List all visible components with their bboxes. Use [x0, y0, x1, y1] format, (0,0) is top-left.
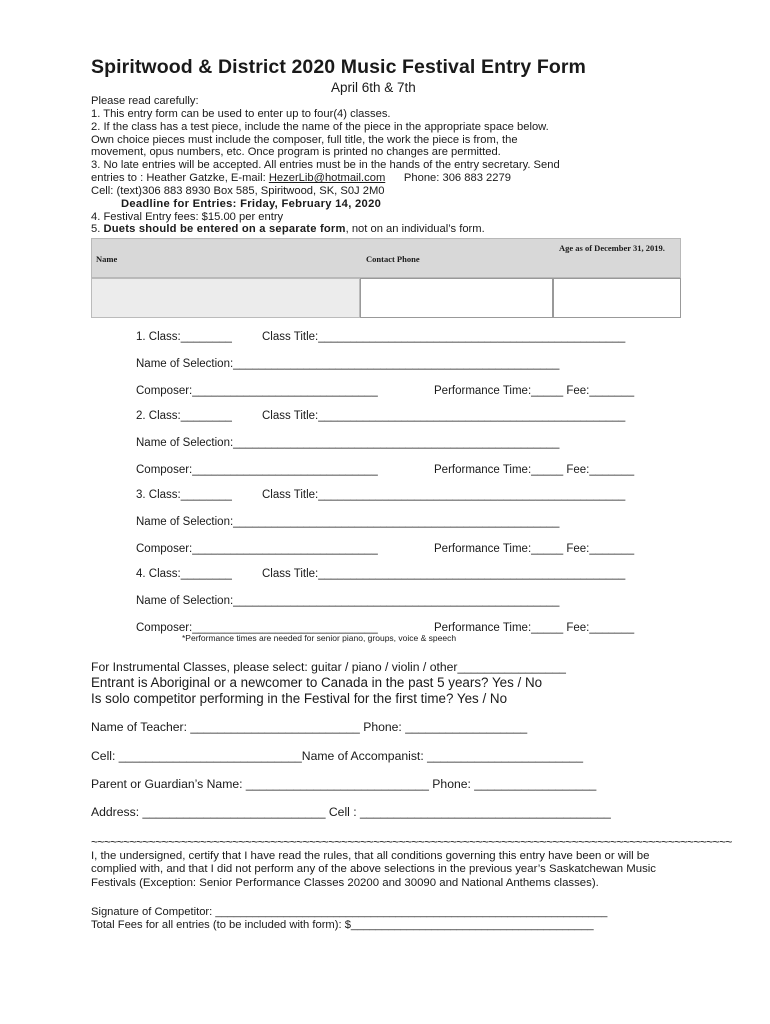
selection-field[interactable]: Name of Selection:___________________________________________________ [136, 595, 560, 607]
composer-field[interactable]: Composer:_____________________________ [136, 464, 378, 476]
entries-to-text: entries to : Heather Gatzke, E-mail: [91, 172, 269, 185]
col-age-header: Age as of December 31, 2019. [559, 243, 665, 253]
performance-fee-field[interactable]: Performance Time:_____ Fee:_______ [434, 464, 635, 476]
class-row-4 [136, 568, 626, 580]
class-row-1 [136, 331, 626, 343]
class-field[interactable]: 3. Class:________ [136, 489, 232, 501]
age-field[interactable] [553, 278, 681, 318]
composer-field[interactable]: Composer:_____________________________ [136, 622, 378, 634]
class-title-field[interactable]: Class Title:________________________________________________ [262, 410, 626, 422]
performance-fee-field[interactable]: Performance Time:_____ Fee:_______ [434, 543, 635, 555]
contact-phone-field[interactable] [360, 278, 553, 318]
first-time-question[interactable]: Is solo competitor performing in the Festival for the first time? Yes / No [91, 691, 508, 706]
instructions-block [91, 95, 691, 236]
email-link[interactable]: HezerLib@hotmail.com [268, 172, 386, 185]
name-field[interactable] [91, 278, 360, 318]
class-title-field[interactable]: Class Title:________________________________________________ [262, 489, 626, 501]
instructions-intro: Please read carefully: [91, 95, 199, 107]
cell-accompanist-field[interactable]: Cell: ___________________________Name of Accompanist: _______________________ [91, 749, 583, 763]
item5-prefix: 5. [91, 223, 104, 236]
instruction-item-2-line2: Own choice pieces must include the composer, full title, the work the piece is from, the [91, 133, 518, 146]
item5-suffix: , not on an individual’s form. [345, 223, 485, 236]
composer-field[interactable]: Composer:_____________________________ [136, 543, 378, 555]
selection-field[interactable]: Name of Selection:___________________________________________________ [136, 358, 560, 370]
class-row-3 [136, 489, 626, 501]
entrant-table-header [91, 238, 681, 278]
total-fees-field[interactable]: Total Fees for all entries (to be included with form): $_______________________________________ [91, 919, 594, 931]
instruction-item-5 [91, 223, 691, 236]
deadline-text: Deadline for Entries: Friday, February 14, 2020 [121, 197, 382, 210]
class-title-field[interactable]: Class Title:________________________________________________ [262, 331, 626, 343]
separator: ~~~~~~~~~~~~~~~~~~~~~~~~~~~~~~~~~~~~~~~~~~~~~~~~~~~~~~~~~~~~~~~~~~~~~~~~~~~~~~~~~~~~~~~~~~~~~~~~~~~~ [91, 835, 732, 849]
col-phone-header: Contact Phone [366, 254, 420, 264]
class-field[interactable]: 1. Class:________ [136, 331, 232, 343]
performance-fee-field[interactable]: Performance Time:_____ Fee:_______ [434, 385, 635, 397]
col-name-header: Name [96, 254, 118, 264]
aboriginal-question[interactable]: Entrant is Aboriginal or a newcomer to Canada in the past 5 years? Yes / No [91, 675, 543, 690]
entrant-table [91, 238, 681, 318]
selection-field[interactable]: Name of Selection:___________________________________________________ [136, 437, 560, 449]
instruction-item-3-line3: Cell: (text)306 883 8930 Box 585, Spiritwood, SK, S0J 2M0 [91, 184, 385, 197]
duets-notice: Duets should be entered on a separate form [103, 223, 346, 236]
signature-field[interactable]: Signature of Competitor: _______________________________________________________________ [91, 906, 608, 918]
festival-dates: April 6th & 7th [331, 80, 416, 95]
selection-field[interactable]: Name of Selection:___________________________________________________ [136, 516, 560, 528]
instruction-item-2-line1: 2. If the class has a test piece, include the name of the piece in the appropriate space below. [91, 120, 549, 133]
teacher-phone-field[interactable]: Name of Teacher: _________________________ Phone: __________________ [91, 720, 528, 734]
composer-row-3 [136, 543, 635, 555]
instrument-select[interactable]: For Instrumental Classes, please select: guitar / piano / violin / other________________ [91, 660, 566, 674]
composer-field[interactable]: Composer:_____________________________ [136, 385, 378, 397]
composer-row-1 [136, 385, 635, 397]
instruction-item-3-line1: 3. No late entries will be accepted. All entries must be in the hands of the entry secretary. Send [91, 159, 560, 172]
class-title-field[interactable]: Class Title:________________________________________________ [262, 568, 626, 580]
instruction-item-2-line3: movement, opus numbers, etc. Once program is printed no changes are permitted. [91, 146, 501, 159]
class-field[interactable]: 2. Class:________ [136, 410, 232, 422]
performance-fee-field[interactable]: Performance Time:_____ Fee:_______ [434, 622, 635, 634]
class-row-2 [136, 410, 626, 422]
form-title: Spiritwood & District 2020 Music Festival Entry Form [91, 56, 586, 78]
guardian-phone-field[interactable]: Parent or Guardian’s Name: ___________________________ Phone: __________________ [91, 777, 597, 791]
composer-row-2 [136, 464, 635, 476]
performance-time-note: *Performance times are needed for senior piano, groups, voice & speech [182, 633, 457, 643]
certification-text: I, the undersigned, certify that I have read the rules, that all conditions governing this entry have been or will be complied with, and that I did not perform any of the above selections in the previous year’s Saskatchewan Music Festivals (Exception: Senior Performance Classes 20200 and 30090 and National Anthems classes). [91, 850, 656, 889]
instruction-item-3-line2 [91, 172, 691, 185]
secretary-phone: Phone: 306 883 2279 [385, 172, 511, 185]
address-cell-field[interactable]: Address: ___________________________ Cell : _____________________________________ [91, 805, 611, 819]
class-field[interactable]: 4. Class:________ [136, 568, 232, 580]
instruction-item-1: 1. This entry form can be used to enter up to four(4) classes. [91, 107, 391, 120]
instruction-item-4: 4. Festival Entry fees: $15.00 per entry [91, 210, 284, 223]
